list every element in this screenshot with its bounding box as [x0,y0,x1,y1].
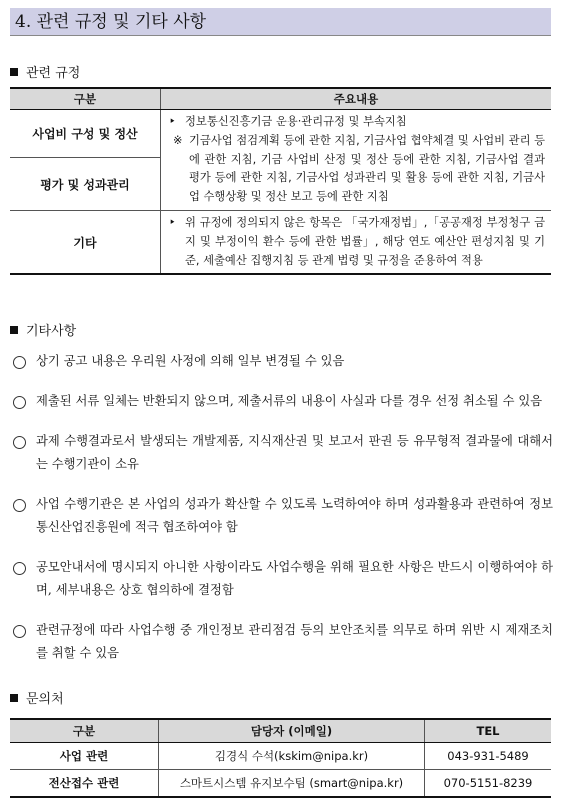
contact-category: 사업 관련 [10,743,159,770]
table-row [10,110,551,158]
contact-heading-text: 문의처 [26,692,64,707]
table-row [10,770,551,798]
list-item: 공모안내서에 명시되지 아니한 사항이라도 사업수행을 위해 필요한 사항은 반드시 이행하여야 하며, 세부내용은 상호 협의하에 결정함 [13,556,553,602]
list-item: 과제 수행결과로서 발생되는 개발제품, 지식재산권 및 보고서 판권 등 유무형적 결과물에 대해서는 수행기관이 소유 [13,430,553,476]
contact-tel: 070-5151-8239 [425,770,552,798]
reference-mark-icon: ※ [173,133,183,147]
black-square-icon [10,68,18,76]
regulations-heading-text: 관련 규정 [26,66,81,81]
row1-category-b: 평가 및 성과관리 [10,158,161,211]
regulations-col-content: 주요내용 [161,88,552,110]
contact-table [10,718,551,798]
list-item: 관련규정에 따라 사업수행 중 개인정보 관리점검 등의 보안조치를 의무로 하며 위반 시 제재조치를 취할 수 있음 [13,619,553,665]
triangle-bullet-icon: ‣ [169,216,176,229]
row2-bullet: ‣ 위 규정에 정의되지 않은 항목은 「국가재정법」,「공공재정 부정청구 금지 및 부정이익 환수 등에 관한 법률」, 해당 연도 예산안 편성지침 및 기준, 세출예산 집행지침 등 관계 법령 및 규정을 준용하여 적용 [169,214,545,270]
row2-category: 기타 [10,211,161,275]
contact-col-person: 담당자 (이메일) [159,719,425,743]
contact-col-category: 구분 [10,719,159,743]
hollow-circle-icon [13,436,26,449]
contact-header-row [10,719,551,743]
hollow-circle-icon [13,499,26,512]
table-row [10,211,551,275]
black-square-icon [10,326,18,334]
contact-heading [10,688,64,707]
regulations-table [10,87,551,275]
section-title: 4. 관련 규정 및 기타 사항 [10,8,551,36]
regulations-col-category: 구분 [10,88,161,110]
contact-person: 김경식 수석(kskim@nipa.kr) [159,743,425,770]
hollow-circle-icon [13,562,26,575]
contact-col-tel: TEL [425,719,552,743]
regulations-heading [10,62,80,81]
hollow-circle-icon [13,356,26,369]
hollow-circle-icon [13,625,26,638]
row2-content [161,211,552,275]
black-square-icon [10,694,18,702]
row1-category-a: 사업비 구성 및 정산 [10,110,161,158]
regulations-header-row [10,88,551,110]
row1-note: ※ 기금사업 점검계획 등에 관한 지침, 기금사업 협약체결 및 사업비 관리 등에 관한 지침, 기금 사업비 산정 및 정산 등에 관한 지침, 기금사업 결과 평가 등에 관한 지침, 기금사업 성과관리 및 활용 등에 관한 지침, 기금사업 수행상황 및 정산 보고 등에 관한 지침 [169,132,545,207]
table-row [10,743,551,770]
triangle-bullet-icon: ‣ [169,115,176,128]
other-heading-text: 기타사항 [26,324,77,339]
list-item: 상기 공고 내용은 우리원 사정에 의해 일부 변경될 수 있음 [13,350,553,373]
list-item: 사업 수행기관은 본 사업의 성과가 확산할 수 있도록 노력하여야 하며 성과활용과 관련하여 정보통신산업진흥원에 적극 협조하여야 함 [13,493,553,539]
hollow-circle-icon [13,396,26,409]
row1-content [161,110,552,211]
other-items-list [13,350,553,682]
row1-bullet: ‣ 정보통신진흥기금 운용·관리규정 및 부속지침 [169,113,545,132]
contact-tel: 043-931-5489 [425,743,552,770]
contact-person: 스마트시스템 유지보수팀 (smart@nipa.kr) [159,770,425,798]
list-item: 제출된 서류 일체는 반환되지 않으며, 제출서류의 내용이 사실과 다를 경우 선정 취소될 수 있음 [13,390,553,413]
contact-category: 전산접수 관련 [10,770,159,798]
other-heading [10,320,76,339]
